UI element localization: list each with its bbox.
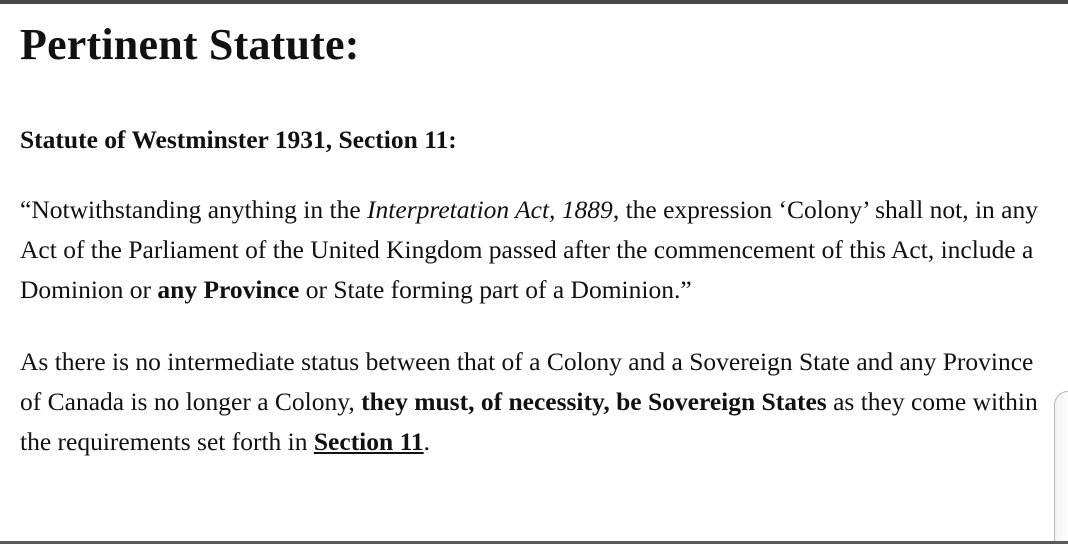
quote-italic-act: Interpretation Act, 1889 [367,195,613,224]
quote-text-3: or State forming part of a Dominion.” [299,275,692,304]
page-curl [1054,391,1068,541]
quote-text-2: , the expression ‘Colony’ shall not, in any Act of the Parliament of the United Kingdom passed after the commencement of this Act, include a Dominion or [20,195,1038,304]
quote-bold-province: any Province [157,275,300,304]
quote-text-1: “Notwithstanding anything in the [20,195,368,224]
conclusion-text-2: as they come within the requirements set forth in [20,387,1038,456]
section-11-reference: Section 11 [313,427,424,456]
statute-citation: Statute of Westminster 1931, Section 11: [20,125,457,154]
page-title: Pertinent Statute: [20,20,360,69]
top-border [0,0,1068,4]
statute-quote [20,190,1056,310]
conclusion-text-1: As there is no intermediate status between that of a Colony and a Sovereign State and any Province of Canada is no longer a Colony, [20,347,1034,416]
document-page [20,14,1056,462]
conclusion-bold-claim: they must, of necessity, be Sovereign States [361,387,827,416]
conclusion-paragraph [20,342,1056,462]
conclusion-text-3: . [423,427,431,456]
